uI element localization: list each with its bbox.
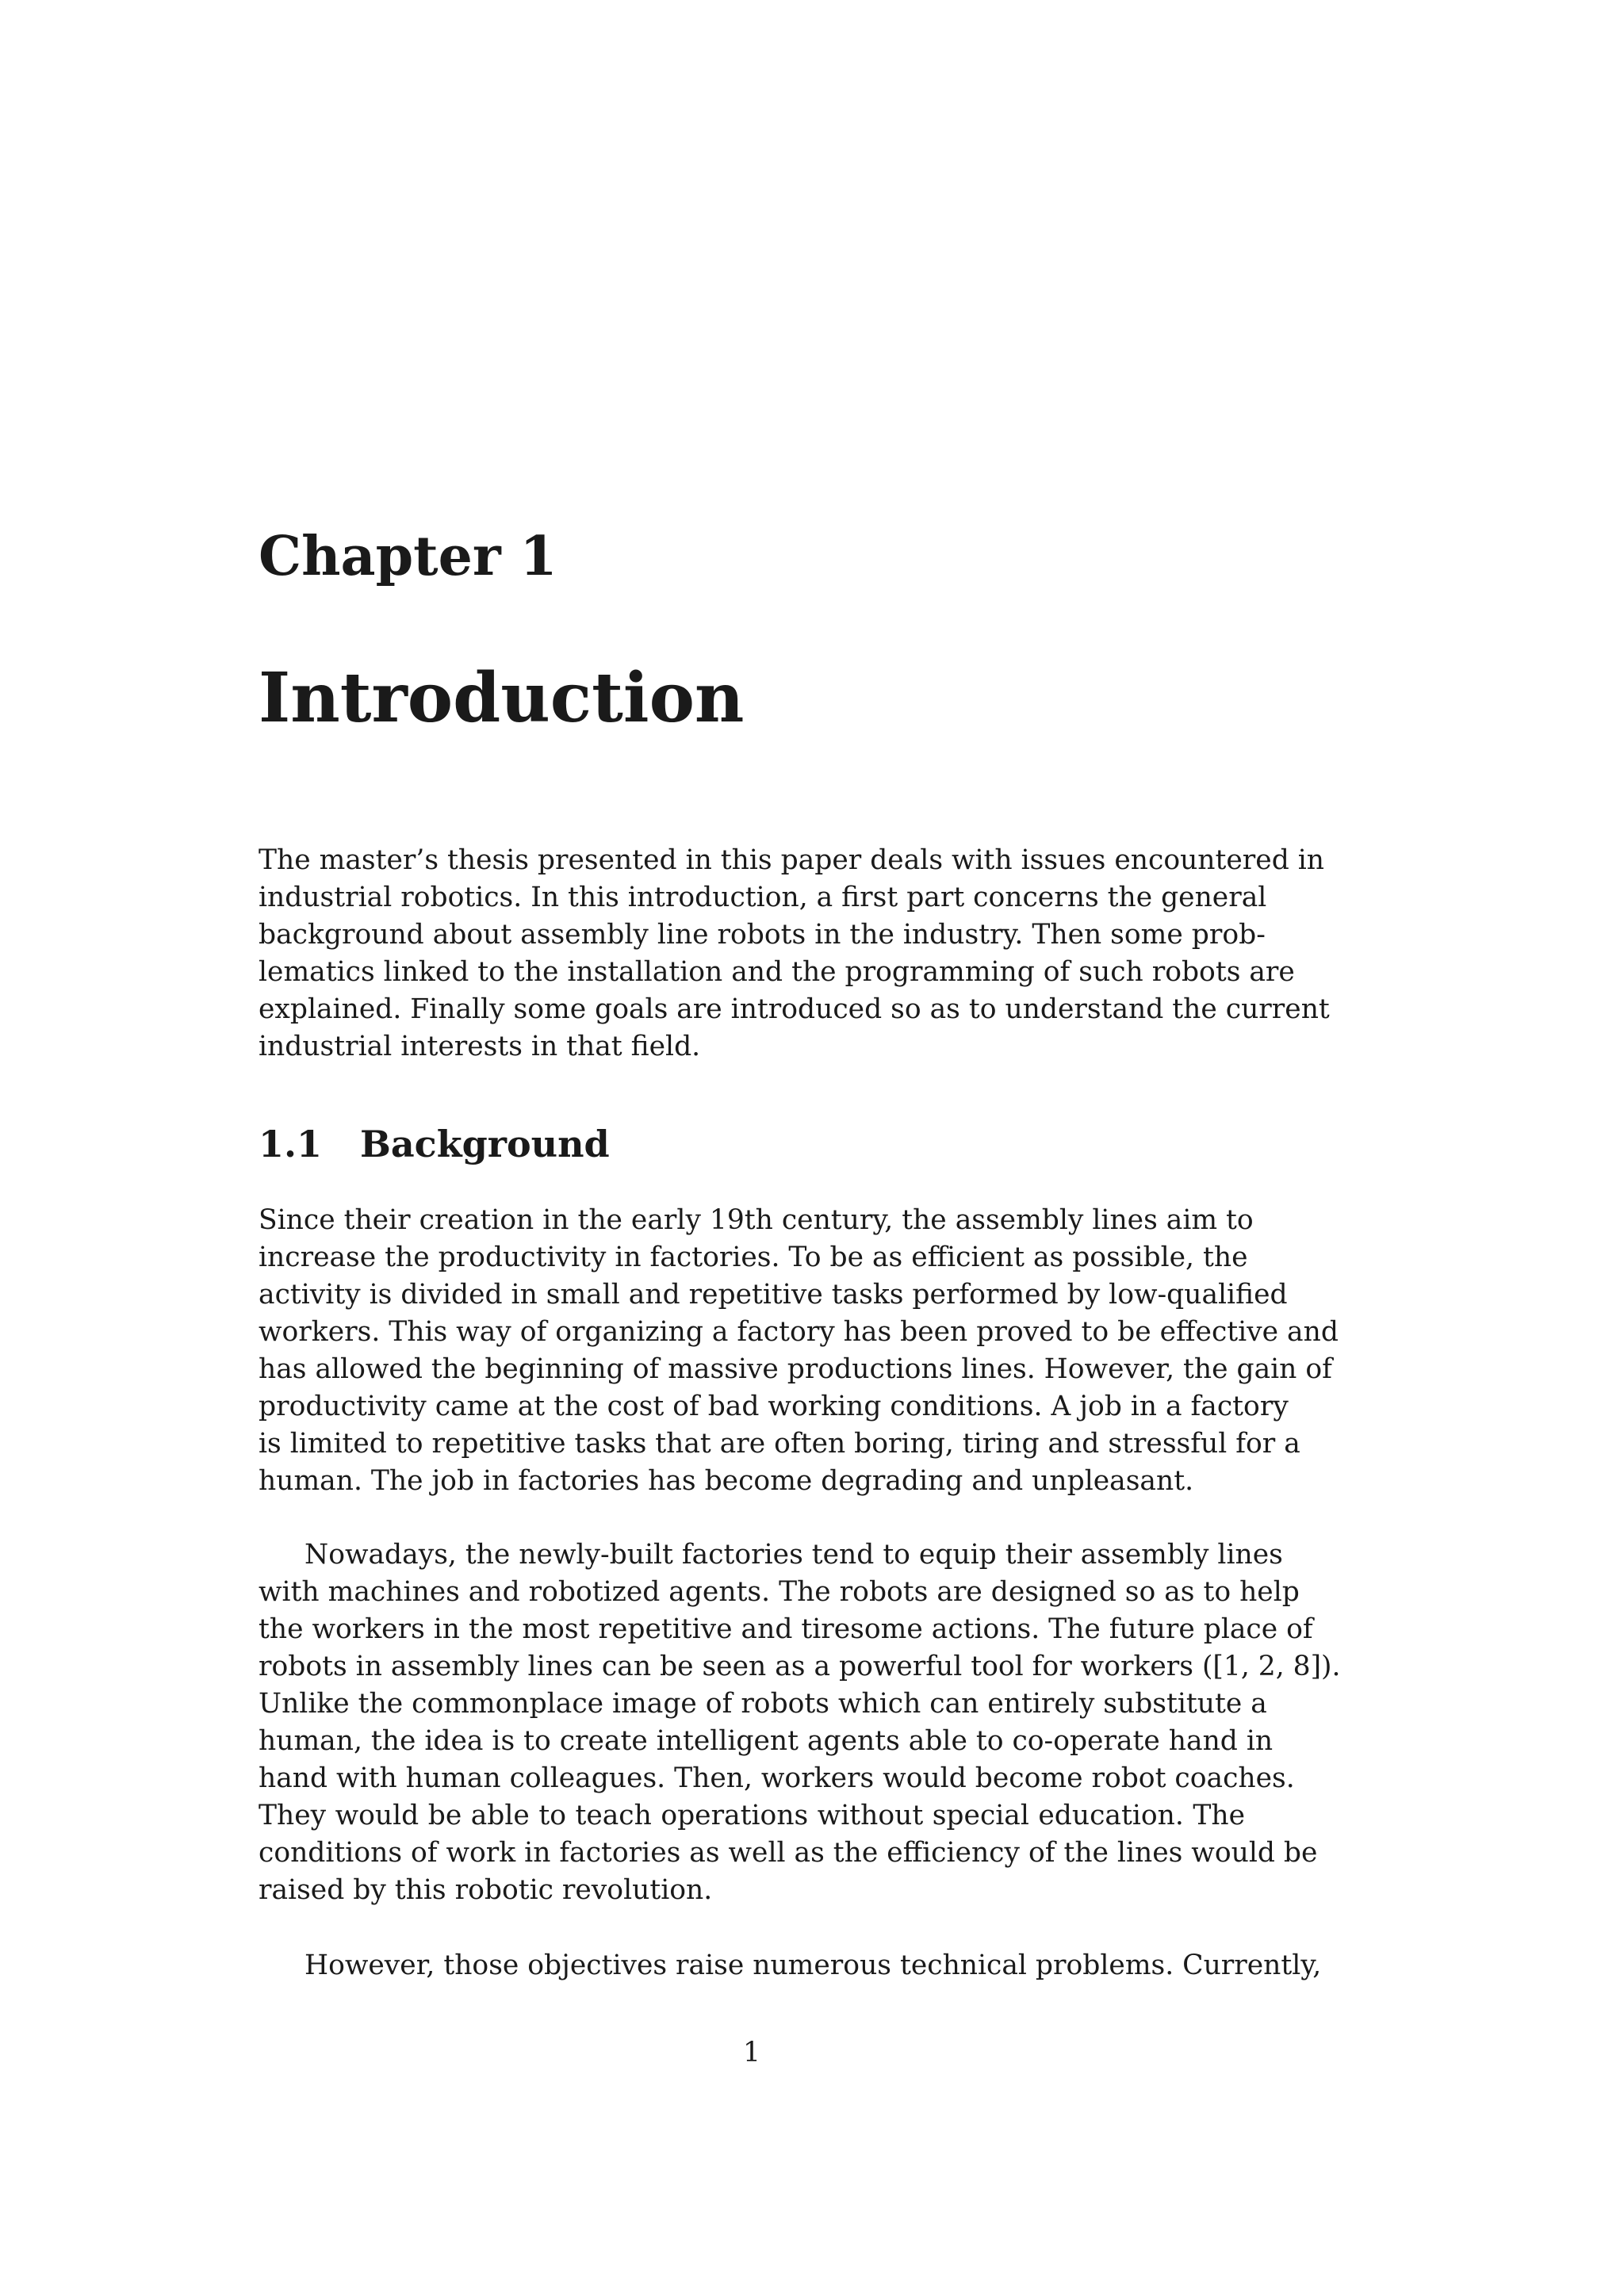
text-line: lematics linked to the installation and the programming of such robots are (259, 956, 1295, 988)
text-line: The master’s thesis presented in this paper deals with issues encountered in (259, 844, 1325, 876)
text-line: Since their creation in the early 19th century, the assembly lines aim to (259, 1204, 1254, 1236)
text-line: with machines and robotized agents. The robots are designed so as to help (259, 1576, 1300, 1608)
text-line: industrial interests in that field. (259, 1031, 701, 1062)
text-line: activity is divided in small and repetitive tasks performed by low-qualified (259, 1279, 1288, 1311)
text-line: However, those objectives raise numerous technical problems. Currently, (304, 1950, 1322, 1981)
text-line: robots in assembly lines can be seen as a powerful tool for workers ([1, 2, 8]). (259, 1651, 1341, 1682)
text-line: has allowed the beginning of massive productions lines. However, the gain of (259, 1353, 1332, 1385)
text-line: productivity came at the cost of bad working conditions. A job in a factory (259, 1391, 1289, 1422)
text-line: human, the idea is to create intelligent agents able to co-operate hand in (259, 1725, 1274, 1757)
text-line: Nowadays, the newly-built factories tend to equip their assembly lines (304, 1539, 1283, 1571)
text-line: They would be able to teach operations without special education. The (259, 1800, 1245, 1831)
section-heading (259, 1123, 610, 1165)
text-line: hand with human colleagues. Then, workers would become robot coaches. (259, 1762, 1295, 1794)
text-line: the workers in the most repetitive and tiresome actions. The future place of (259, 1613, 1313, 1645)
text-line: industrial robotics. In this introduction, a first part concerns the general (259, 882, 1267, 913)
section-title: Background (360, 1123, 610, 1165)
chapter-label: Chapter 1 (259, 525, 557, 588)
text-line: is limited to repetitive tasks that are often boring, tiring and stressful for a (259, 1428, 1300, 1460)
text-line: workers. This way of organizing a factory has been proved to be effective and (259, 1316, 1339, 1348)
section-number: 1.1 (259, 1123, 323, 1165)
text-line: increase the productivity in factories. To be as efficient as possible, the (259, 1242, 1248, 1273)
background-paragraph-2 (259, 1536, 1341, 1909)
text-line: raised by this robotic revolution. (259, 1874, 713, 1906)
chapter-title: Introduction (259, 658, 745, 738)
background-paragraph-3 (259, 1947, 1322, 1984)
text-line: conditions of work in factories as well as the efficiency of the lines would be (259, 1837, 1318, 1869)
text-line: explained. Finally some goals are introduced so as to understand the current (259, 993, 1330, 1025)
page-number: 1 (743, 2037, 760, 2068)
text-line: background about assembly line robots in the industry. Then some prob- (259, 919, 1266, 951)
intro-paragraph (259, 842, 1330, 1066)
background-paragraph-1 (259, 1202, 1339, 1500)
text-line: human. The job in factories has become degrading and unpleasant. (259, 1465, 1194, 1497)
text-line: Unlike the commonplace image of robots which can entirely substitute a (259, 1688, 1267, 1720)
